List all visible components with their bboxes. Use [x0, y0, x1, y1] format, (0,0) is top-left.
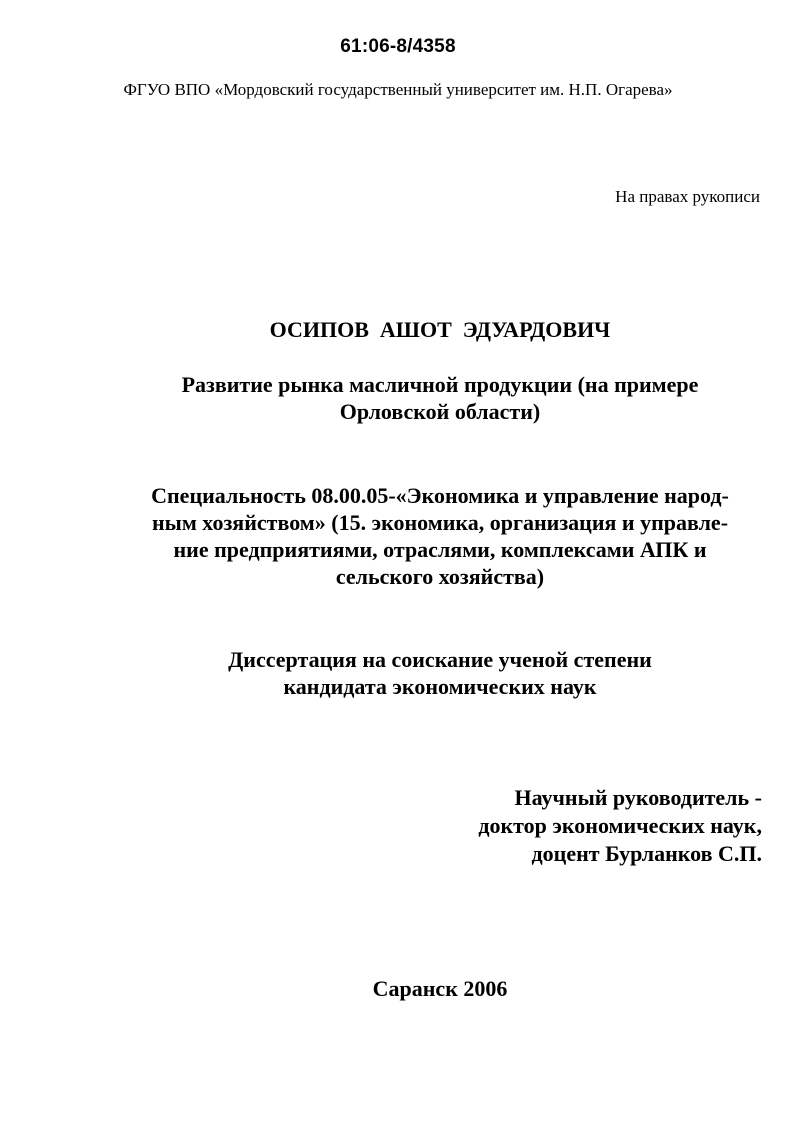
scientific-supervisor — [478, 784, 762, 868]
specialty-line: ние предприятиями, отраслями, комплексами АПК и — [173, 537, 707, 562]
dissertation-title — [0, 371, 796, 425]
city-year: Саранск 2006 — [372, 976, 508, 1001]
supervisor-line: Научный руководитель - — [514, 785, 762, 810]
author-name: ОСИПОВ АШОТ ЭДУАРДОВИЧ — [269, 317, 611, 342]
supervisor-line: доктор экономических наук, — [478, 813, 762, 838]
specialty-line: Специальность 08.00.05-«Экономика и управление народ- — [151, 483, 729, 508]
degree-line: Диссертация на соискание ученой степени — [228, 647, 652, 672]
title-line: Развитие рынка масличной продукции (на примере — [181, 372, 699, 397]
title-line: Орловской области) — [339, 399, 541, 424]
specialty-description — [0, 482, 796, 590]
registration-number: 61:06-8/4358 — [340, 36, 456, 57]
specialty-line: сельского хозяйства) — [335, 564, 545, 589]
degree-line: кандидата экономических наук — [283, 674, 597, 699]
specialty-line: ным хозяйством» (15. экономика, организация и управле- — [151, 510, 729, 535]
degree-statement — [0, 646, 796, 700]
institution-name: ФГУО ВПО «Мордовский государственный университет им. Н.П. Огарева» — [123, 80, 673, 99]
rights-note: На правах рукописи — [615, 187, 760, 206]
supervisor-line: доцент Бурланков С.П. — [531, 841, 762, 866]
